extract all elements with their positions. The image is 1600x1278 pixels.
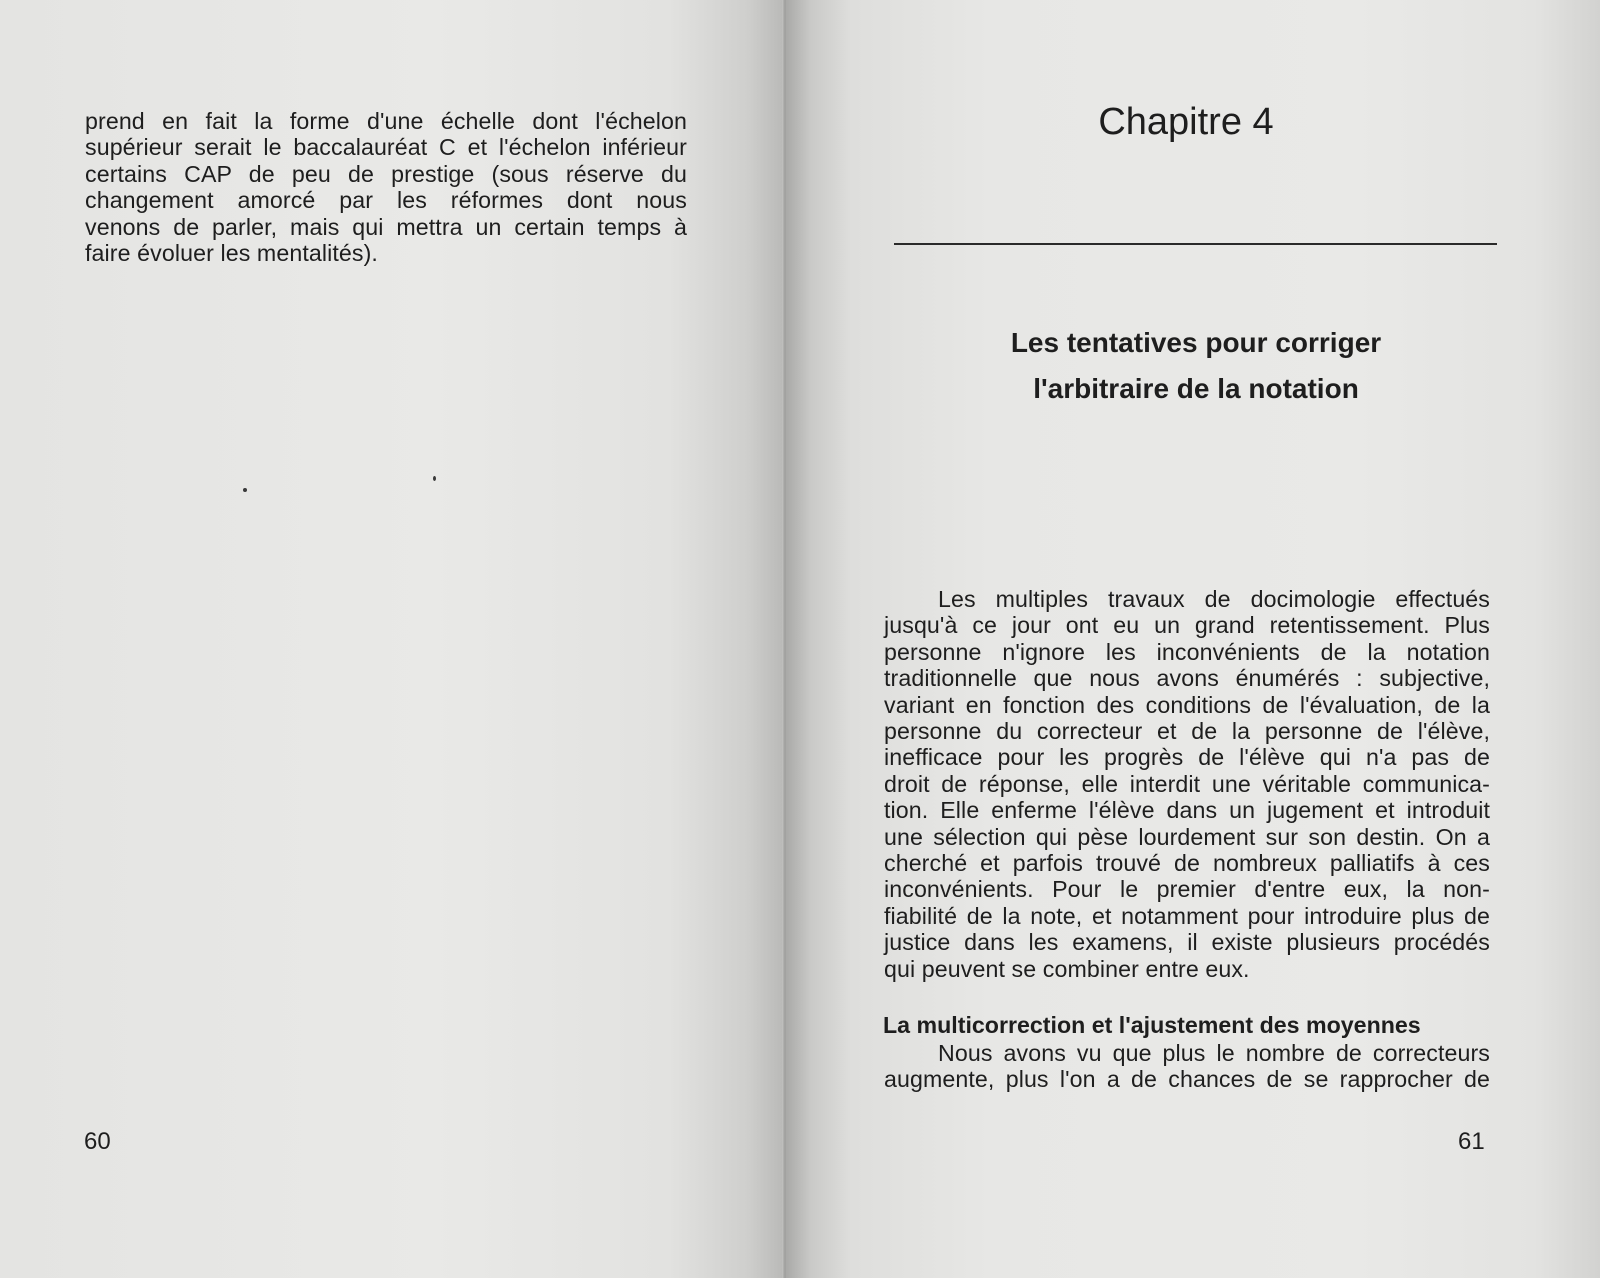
right-paragraph: [884, 586, 1490, 982]
left-line: certains CAP de peu de prestige (sous réserve du: [85, 160, 687, 187]
right-line: personne du correcteur et de la personne de l'élève,: [884, 718, 1490, 745]
right-line: traditionnelle que nous avons énumérés : subjective,: [884, 665, 1490, 692]
right-line: inconvénients. Pour le premier d'entre eux, la non-: [884, 876, 1490, 903]
chapter-title: Chapitre 4: [1098, 101, 1274, 143]
left-line: prend en fait la forme d'une échelle dont l'échelon: [85, 108, 687, 134]
right-line: Nous avons vu que plus le nombre de correcteurs: [938, 1040, 1490, 1066]
subheading: La multicorrection et l'ajustement des moyennes: [883, 1012, 1421, 1038]
page-number-right: 61: [1458, 1128, 1485, 1155]
left-line: supérieur serait le baccalauréat C et l'échelon inférieur: [85, 134, 687, 161]
ink-speck: [433, 476, 436, 481]
section-heading: [936, 320, 1456, 412]
right-line: variant en fonction des conditions de l'évaluation, de la: [884, 691, 1490, 718]
right-line: tion. Elle enferme l'élève dans un jugement et introduit: [884, 797, 1490, 824]
right-paragraph-2: [884, 1040, 1490, 1093]
left-line: changement amorcé par les réformes dont nous: [85, 187, 687, 214]
right-page: [786, 0, 1600, 1278]
right-line: fiabilité de la note, et notamment pour introduire plus de: [884, 902, 1490, 929]
section-heading-line: Les tentatives pour corriger: [1010, 327, 1382, 358]
chapter-rule: [894, 243, 1497, 245]
right-line: justice dans les examens, il existe plusieurs procédés: [884, 929, 1490, 956]
section-heading-line: l'arbitraire de la notation: [1033, 373, 1359, 404]
left-paragraph: [85, 108, 687, 266]
left-line: venons de parler, mais qui mettra un certain temps à: [85, 213, 687, 240]
page-number-left: 60: [84, 1128, 111, 1155]
right-line: augmente, plus l'on a de chances de se rapprocher de: [884, 1066, 1490, 1093]
left-line: faire évoluer les mentalités).: [85, 240, 378, 267]
right-line: cherché et parfois trouvé de nombreux palliatifs à ces: [884, 850, 1490, 877]
right-line: jusqu'à ce jour ont eu un grand retentissement. Plus: [884, 612, 1490, 639]
left-page: [0, 0, 786, 1278]
ink-speck: [243, 488, 247, 492]
right-line: inefficace pour les progrès de l'élève qui n'a pas de: [884, 744, 1490, 771]
right-line: qui peuvent se combiner entre eux.: [884, 955, 1250, 982]
right-line: droit de réponse, elle interdit une véritable communica-: [884, 770, 1490, 797]
right-line: une sélection qui pèse lourdement sur son destin. On a: [884, 823, 1490, 850]
right-line: Les multiples travaux de docimologie effectués: [938, 586, 1490, 612]
right-line: personne n'ignore les inconvénients de la notation: [884, 638, 1490, 665]
